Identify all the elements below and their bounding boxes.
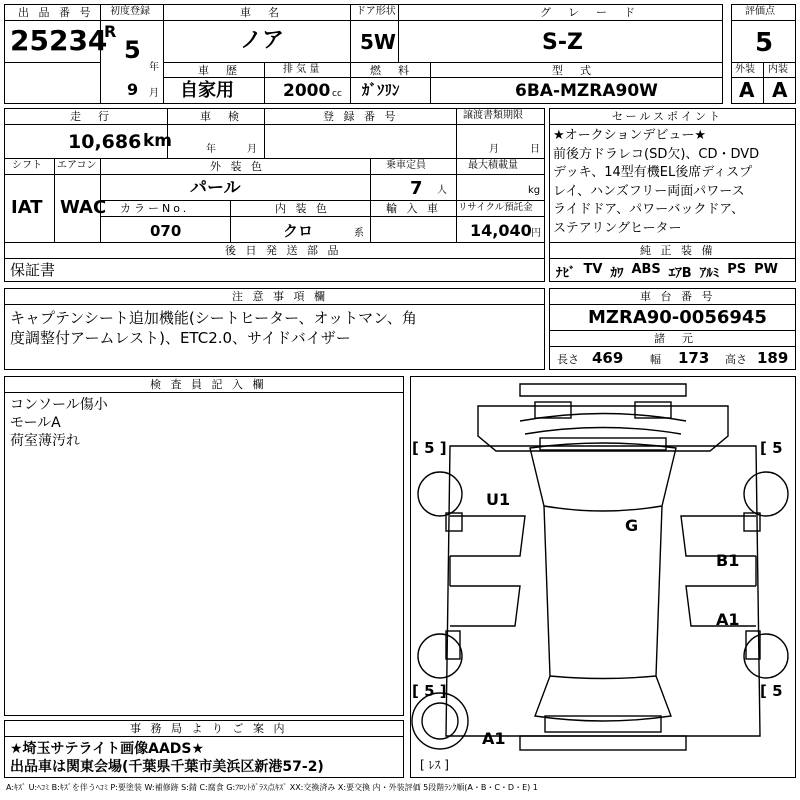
height-label: 高さ [725, 353, 747, 366]
displacement-unit: cc [332, 89, 342, 99]
inspector-line: 荷室薄汚れ [10, 433, 80, 449]
capacity: 7 [410, 178, 423, 199]
genuine-equipment-list [556, 262, 778, 281]
office-label: 事 務 局 よ り ご 案 内 [130, 722, 288, 735]
sales-points-label: セールスポイント [612, 110, 724, 123]
car-name-label: 車 名 [240, 6, 282, 19]
door: 5W [360, 30, 396, 54]
fuel-label: 燃 料 [370, 64, 412, 77]
sales-points-lines [553, 127, 793, 238]
right-door-line [681, 516, 756, 556]
capacity-label: 乗車定員 [386, 160, 426, 171]
max-load-label: 最大積載量 [468, 160, 518, 171]
front-bumper-outline [520, 384, 686, 396]
sales-point-line: レイ、ハンズフリー両面パワース [553, 183, 745, 199]
hood-top-line [525, 428, 681, 435]
mileage-label: 走 行 [70, 110, 112, 123]
ac: WAC [60, 197, 107, 218]
hood-outline [478, 406, 728, 451]
spare-tire-inner [422, 703, 458, 739]
spare-label: [ ﾚｽ ] [420, 758, 449, 772]
grade: S-Z [542, 30, 583, 55]
year-unit: 年 [149, 62, 159, 73]
model: 6BA-MZRA90W [515, 81, 658, 101]
insp-month-unit: 月 [247, 144, 257, 155]
inspector-lines [10, 396, 108, 450]
notes-label: 注 意 事 項 欄 [232, 290, 328, 303]
office-lines [10, 740, 324, 776]
later-parts-label: 後 日 発 送 部 品 [225, 244, 342, 257]
model-label: 型 式 [552, 64, 594, 77]
equipment-item: ｱﾙﾐ [699, 266, 720, 281]
chassis-label: 車 台 番 号 [640, 290, 716, 303]
fuel: ｶﾞｿﾘﾝ [362, 81, 400, 99]
first-reg-year: 5 [124, 36, 141, 64]
damage-a1-bottom: A1 [482, 729, 506, 748]
rear-window [535, 676, 671, 721]
door-label: ドア形状 [356, 6, 396, 17]
inspector-line: モールA [10, 415, 61, 431]
recycle: 14,040 [470, 221, 532, 240]
height: 189 [757, 349, 789, 367]
office-line: 出品車は関東会場(千葉県千葉市美浜区新港57-2) [10, 759, 324, 775]
shift: IAT [11, 197, 43, 218]
transfer-day-unit: 日 [530, 144, 540, 155]
transfer-label: 譲渡書類期限 [463, 110, 523, 121]
note-line: 度調整付アームレスト)、ETC2.0、サイドバイザー [10, 329, 351, 347]
exterior-color-label: 外 装 色 [210, 160, 265, 173]
chassis-number: MZRA90-0056945 [588, 307, 767, 328]
sales-point-line: 前後方ドラレコ(SD欠)、CD・DVD [553, 146, 760, 162]
inspection-label: 車 検 [200, 110, 242, 123]
inspector-label: 検 査 員 記 入 欄 [150, 378, 267, 391]
recycle-label: リサイクル預託金 [458, 202, 533, 213]
ac-label: エアコン [57, 160, 97, 171]
sales-point-line: ライドドア、パワーバックドア、 [553, 202, 745, 217]
score: 5 [755, 28, 774, 58]
displacement-label: 排 気 量 [283, 64, 320, 75]
equipment-item: ｶﾜ [610, 266, 624, 281]
front-left-wheel [418, 472, 462, 516]
lot-number: 25234 [10, 24, 108, 57]
month-unit: 月 [149, 88, 159, 99]
insp-year-unit: 年 [206, 144, 216, 155]
score-label: 評価点 [745, 6, 775, 17]
left-rear-line [450, 586, 520, 626]
rear-left-wheel [418, 634, 462, 678]
import-label: 輸 入 車 [386, 202, 441, 215]
equipment-item: ﾅﾋﾞ [556, 266, 576, 281]
legend-text: A:ｷｽﾞ U:ﾍｺﾐ B:ｷｽﾞを伴うﾍｺﾐ P:要塗装 W:補修跡 S:錆 C:腐食 G:ﾌﾛﾝﾄｶﾞﾗｽ点ｷｽﾞ XX:交換済み X:要交換 内・外装評価 5段階ﾗﾝｸ順(A・B・C・D・E) 1 [6, 783, 538, 792]
first-reg-month: 9 [127, 80, 139, 99]
ext-score: A [739, 78, 755, 102]
mileage-unit: km [143, 131, 173, 151]
displacement: 2000 [283, 81, 331, 101]
grade-label: グ レ ー ド [540, 6, 638, 19]
history-label: 車 歴 [198, 64, 240, 77]
rear-bumper [520, 736, 686, 750]
genuine-equipment-label: 純 正 装 備 [640, 244, 716, 257]
sales-point-line: ステアリングヒーター [553, 220, 682, 236]
color-no-label: カラーNo. [120, 202, 190, 215]
equipment-item: ABS [631, 262, 661, 277]
damage-b1: B1 [716, 551, 740, 570]
width-label: 幅 [650, 353, 661, 366]
hood-vent [540, 438, 666, 450]
tire-rear-left: [ 5 ] [412, 682, 447, 700]
later-parts: 保証書 [10, 261, 56, 279]
length: 469 [592, 349, 624, 367]
roof-outline [544, 506, 662, 679]
rear-step [545, 716, 661, 732]
spare-tire-outer [412, 693, 468, 749]
notes-lines [10, 308, 417, 348]
int-score: A [772, 78, 788, 102]
sales-point-line: ★オークションデビュー★ [553, 128, 707, 143]
equipment-item: PS [727, 262, 747, 277]
damage-g: G [625, 516, 639, 535]
interior-color: クロ [283, 222, 314, 240]
int-label: 内装 [768, 64, 788, 75]
equipment-item: PW [754, 262, 778, 277]
note-line: キャプテンシート追加機能(シートヒーター、オットマン、角 [10, 309, 417, 327]
left-door-line [450, 516, 525, 556]
rear-right-wheel [744, 634, 788, 678]
tire-rear-right: [ 5 [760, 682, 783, 700]
history: 自家用 [180, 80, 234, 101]
max-load-unit: kg [528, 185, 541, 196]
hood-line [520, 414, 686, 422]
recycle-unit: 円 [531, 228, 541, 239]
interior-unit: 系 [354, 228, 364, 239]
mileage: 10,686 [68, 131, 142, 153]
equipment-item: TV [583, 262, 603, 277]
ext-label: 外装 [735, 64, 755, 75]
exterior-color: パール [190, 178, 241, 198]
car-diagram [410, 376, 796, 778]
lot-number-label: 出 品 番 号 [18, 6, 94, 19]
tire-front-right: [ 5 [760, 439, 783, 457]
shift-label: シフト [12, 160, 42, 171]
era: R [104, 22, 117, 41]
windshield [530, 443, 676, 511]
reg-no-label: 登 録 番 号 [323, 110, 399, 123]
length-label: 長さ [557, 353, 579, 366]
front-right-wheel [744, 472, 788, 516]
damage-u1: U1 [486, 490, 511, 509]
inspector-line: コンソール傷小 [10, 397, 108, 413]
equipment-item: ｴｱB [668, 266, 692, 281]
capacity-unit: 人 [437, 185, 447, 196]
color-no: 070 [150, 222, 182, 240]
office-line: ★埼玉サテライト画像AADS★ [10, 741, 205, 757]
tire-front-left: [ 5 ] [412, 439, 447, 457]
sales-point-line: デッキ、14型有機EL後席ディスプ [553, 165, 753, 180]
transfer-month-unit: 月 [489, 144, 499, 155]
first-reg-label: 初度登録 [110, 6, 150, 17]
car-name: ノア [240, 28, 285, 53]
damage-a1-right: A1 [716, 610, 740, 629]
spec-label: 諸 元 [654, 332, 696, 345]
width: 173 [678, 349, 710, 367]
interior-color-label: 内 装 色 [275, 202, 330, 215]
